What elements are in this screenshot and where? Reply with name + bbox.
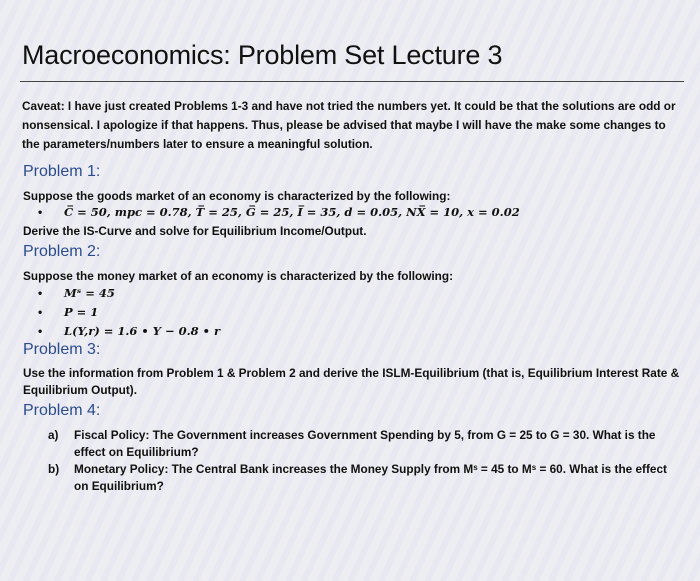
list-item xyxy=(38,203,520,222)
problem3-text: Use the information from Problem 1 & Problem 2 and derive the ISLM-Equilibrium (that is, Equilibrium Interest Rate & Equilibrium Output). xyxy=(23,366,680,397)
part-a-label: a) xyxy=(48,428,59,442)
list-item xyxy=(38,322,220,341)
bullet-glyph: • xyxy=(38,205,43,219)
caveat-paragraph: Caveat: I have just created Problems 1-3 and have not tried the numbers yet. It could be that the solutions are odd or nonsensical. I apologize if that happens. Thus, please be advised that maybe I will have the make some changes to the parameters/numbers later to ensure a meaningful solution. xyxy=(22,99,676,151)
problem2-intro: Suppose the money market of an economy is characterized by the following: xyxy=(23,269,454,283)
list-item xyxy=(38,303,220,322)
page-title: Macroeconomics: Problem Set Lecture 3 xyxy=(22,40,503,70)
problem4-part-b xyxy=(48,461,678,495)
problem2-bullet-list xyxy=(38,284,220,341)
part-b-text: Monetary Policy: The Central Bank increases the Money Supply from Mˢ = 45 to Mˢ = 60. What is the effect on Equilibrium? xyxy=(74,462,667,493)
problem4-part-a xyxy=(48,427,678,461)
problem3-heading: Problem 3: xyxy=(23,341,101,358)
problem1-intro: Suppose the goods market of an economy is characterized by the following: xyxy=(23,189,451,203)
price-level: P = 1 xyxy=(64,305,99,319)
problem1-task: Derive the IS-Curve and solve for Equilibrium Income/Output. xyxy=(23,224,367,238)
bullet-glyph: • xyxy=(38,305,43,319)
problem1-bullet-list xyxy=(38,203,520,222)
problem1-heading: Problem 1: xyxy=(23,163,101,180)
money-demand: L(Y,r) = 1.6 • Y − 0.8 • r xyxy=(64,324,221,338)
problem4-heading: Problem 4: xyxy=(23,402,101,419)
problem1-parameters: C̅ = 50, mpc = 0.78, T̅ = 25, G̅ = 25, I̅ = 35, d = 0.05, NX̅ = 10, x = 0.02 xyxy=(64,205,520,219)
list-item xyxy=(38,284,220,303)
part-b-label: b) xyxy=(48,462,60,476)
problem2-heading: Problem 2: xyxy=(23,243,101,260)
bullet-glyph: • xyxy=(38,324,43,338)
bullet-glyph: • xyxy=(38,286,43,300)
money-supply: Mˢ = 45 xyxy=(64,286,115,300)
part-a-text: Fiscal Policy: The Government increases Government Spending by 5, from G = 25 to G = 30. What is the effect on Equilibrium? xyxy=(74,428,656,459)
title-underline xyxy=(20,81,684,82)
